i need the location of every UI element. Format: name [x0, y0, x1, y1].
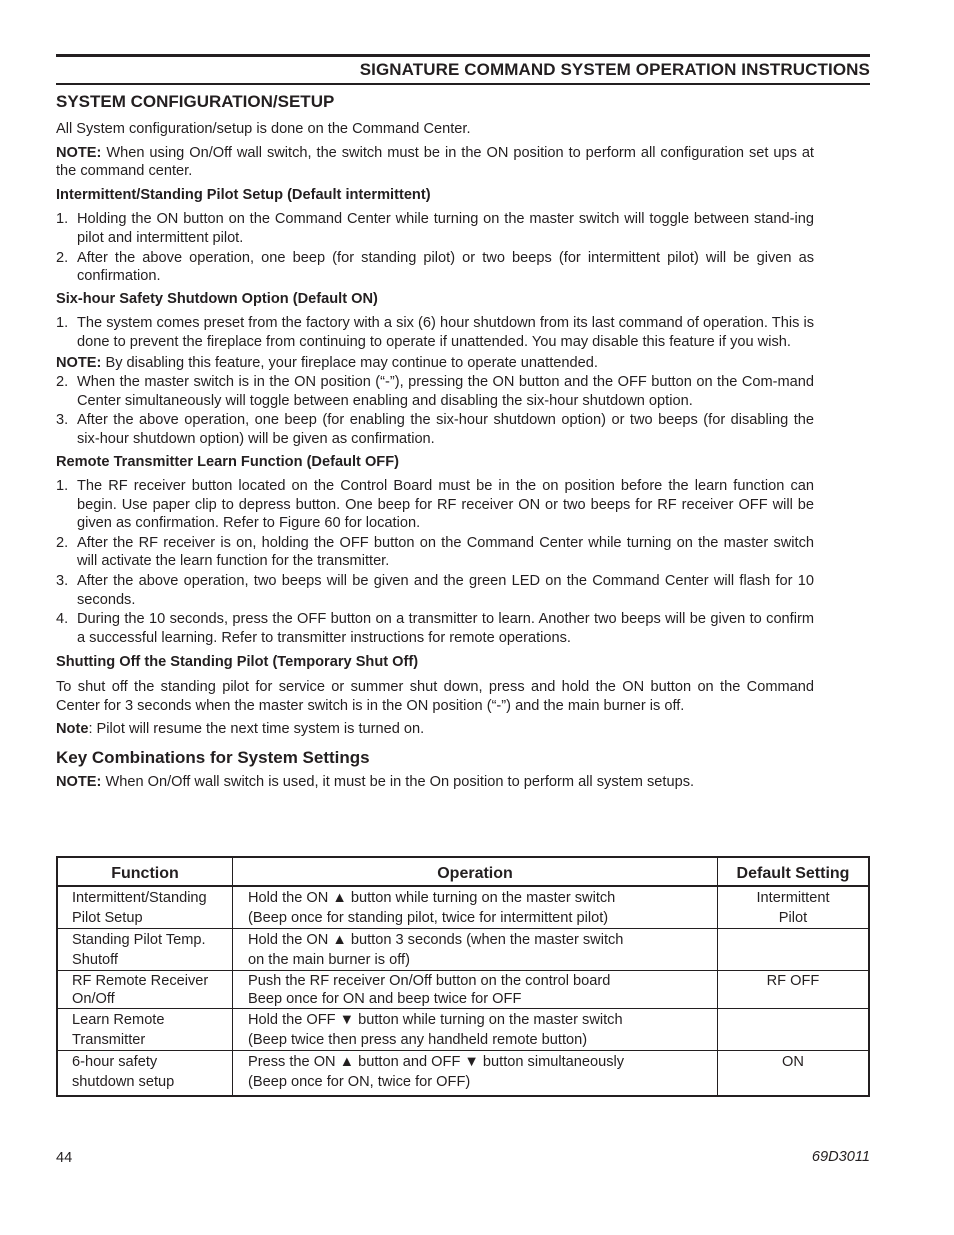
shutoff-heading: Shutting Off the Standing Pilot (Temporary Shut Off) [56, 654, 419, 671]
table-row [57, 1051, 869, 1097]
learn-heading: Remote Transmitter Learn Function (Default OFF) [56, 453, 399, 470]
cell-default [718, 929, 870, 971]
table-row [57, 929, 869, 971]
list-item: 1. The RF receiver button located on the Control Board must be in the on position before the learn function can begin. Use paper clip to depress button. One beep for RF receiver ON or two beeps for RF receiver OFF will be given as confirmation. Refer to Figure 60 for location. [56, 478, 814, 532]
note-label: NOTE: [56, 144, 102, 161]
key-combinations-note [56, 773, 814, 792]
shutoff-note [56, 720, 814, 739]
note-label: NOTE: [56, 354, 102, 371]
header-rule-bottom [56, 83, 870, 85]
list-item: 1. The system comes preset from the factory with a six (6) hour shutdown from its last command of operation. This is done to prevent the fireplace from continuing to operate if unattended. You may disable this feature if you wish. [56, 315, 814, 350]
cell-operation: Push the RF receiver On/Off button on the control board Beep once for ON and beep twice for OFF [233, 971, 718, 1009]
cell-default: Intermittent Pilot [718, 886, 870, 929]
key-combinations-heading: Key Combinations for System Settings [56, 747, 370, 767]
shutdown-heading: Six-hour Safety Shutdown Option (Default ON) [56, 290, 378, 307]
shutdown-note [56, 354, 814, 373]
list-item: 3. After the above operation, one beep (for enabling the six-hour shutdown option) or two beeps (for disabling the six-hour shutdown option) will be given as confirmation. [56, 412, 814, 447]
pilot-setup-list [56, 210, 814, 285]
table-row [57, 1009, 869, 1051]
cell-default: ON [718, 1051, 870, 1097]
cell-operation: Hold the OFF ▼ button while turning on the master switch (Beep twice then press any handheld remote button) [233, 1009, 718, 1051]
note-label: Note [56, 721, 89, 738]
note-text: : Pilot will resume the next time system is turned on. [88, 721, 425, 738]
cell-function: Standing Pilot Temp. Shutoff [57, 929, 233, 971]
table-row [57, 886, 869, 929]
running-header-title: SIGNATURE COMMAND SYSTEM OPERATION INSTRUCTIONS [359, 60, 870, 79]
note-label: NOTE: [56, 774, 102, 791]
column-header-operation: Operation [233, 857, 718, 886]
column-header-function: Function [57, 857, 233, 886]
shutoff-paragraph: To shut off the standing pilot for service or summer shut down, press and hold the ON button on the Command Center for 3 seconds when the master switch is in the ON position (“-”) and the main burner is off. [56, 679, 814, 714]
cell-default [718, 1009, 870, 1051]
column-header-default: Default Setting [718, 857, 870, 886]
note-text: When On/Off wall switch is used, it must be in the On position to perform all system setups. [101, 774, 695, 791]
cell-default: RF OFF [718, 971, 870, 1009]
table-header-row [57, 857, 869, 886]
cell-function: Intermittent/Standing Pilot Setup [57, 886, 233, 929]
pilot-setup-heading: Intermittent/Standing Pilot Setup (Default intermittent) [56, 186, 431, 203]
config-note [56, 144, 814, 181]
table-row [57, 971, 869, 1009]
key-combinations-table [56, 856, 870, 1097]
document-code: 69D3011 [811, 1149, 870, 1165]
page-number: 44 [56, 1150, 73, 1166]
cell-operation: Hold the ON ▲ button 3 seconds (when the master switch on the main burner is off) [233, 929, 718, 971]
cell-function: RF Remote Receiver On/Off [57, 971, 233, 1009]
note-text: When using On/Off wall switch, the switch must be in the ON position to perform all configuration set ups at the command center. [56, 144, 814, 180]
section-title: SYSTEM CONFIGURATION/SETUP [56, 92, 335, 111]
page-body [56, 92, 814, 797]
list-item: 2. When the master switch is in the ON position (“-”), pressing the ON button and the OFF button on the Com-mand Center simultaneously will toggle between enabling and disabling the six-hour shutdown option. [56, 374, 814, 409]
shutdown-list [56, 314, 814, 351]
list-item: 3. After the above operation, two beeps will be given and the green LED on the Command Center will flash for 10 seconds. [56, 573, 814, 608]
list-item: 4. During the 10 seconds, press the OFF button on a transmitter to learn. Another two beeps will be given to confirm a successful learning. Refer to transmitter instructions for remote operations. [56, 611, 814, 646]
list-item: 2. After the RF receiver is on, holding the OFF button on the Command Center while turning on the master switch will activate the learn function for the transmitter. [56, 534, 814, 570]
intro-paragraph: All System configuration/setup is done on the Command Center. [56, 121, 471, 137]
shutdown-list-continued [56, 373, 814, 448]
cell-function: 6-hour safety shutdown setup [57, 1051, 233, 1097]
list-item: 2. After the above operation, one beep (for standing pilot) or two beeps (for intermittent pilot) will be given as confirmation. [56, 249, 814, 285]
header-rule-top [56, 54, 870, 57]
note-text: By disabling this feature, your fireplace may continue to operate unattended. [101, 354, 598, 371]
cell-function: Learn Remote Transmitter [57, 1009, 233, 1051]
cell-operation: Press the ON ▲ button and OFF ▼ button simultaneously (Beep once for ON, twice for OFF) [233, 1051, 718, 1097]
cell-operation: Hold the ON ▲ button while turning on the master switch (Beep once for standing pilot, twice for intermittent pilot) [233, 886, 718, 929]
list-item: 1. Holding the ON button on the Command Center while turning on the master switch will toggle between stand-ing pilot and intermittent pilot. [56, 211, 814, 246]
learn-list [56, 477, 814, 647]
